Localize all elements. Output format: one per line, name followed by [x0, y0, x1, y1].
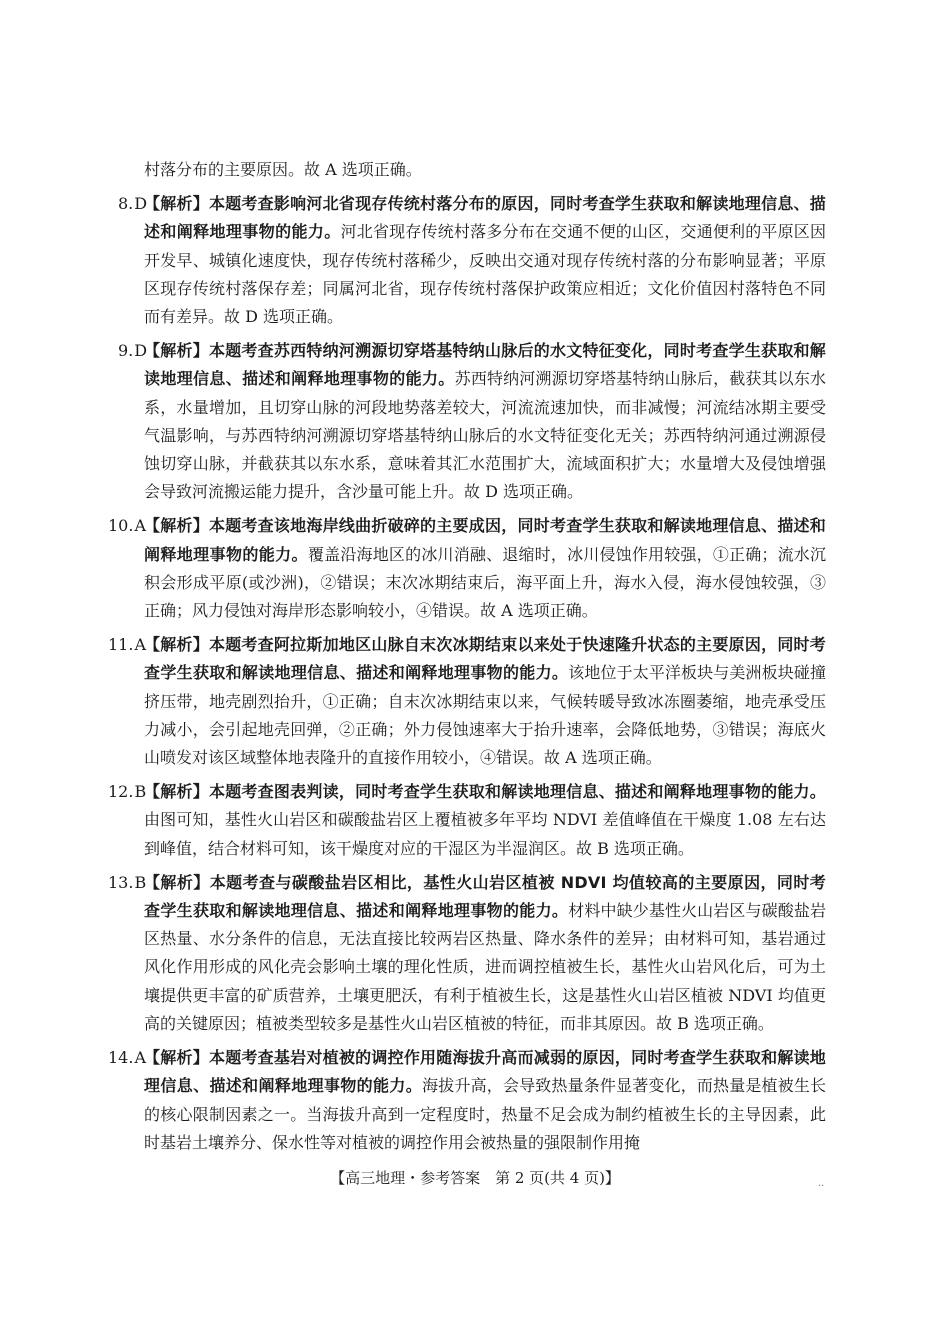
analysis-body: 材料中缺少基性火山岩区与碳酸盐岩区热量、水分条件的信息，无法直接比较两岩区热量、降水条件的差异；由材料可知，基岩通过风化作用形成的风化壳会影响土壤的理化性质，进而调控植被生长，基性火山岩风化后，可为土壤提供更丰富的矿质营养，土壤更肥沃，有利于植被生长，这是基性火山岩区植被 NDVI 均值更高的关键原因；植被类型较多是基性火山岩区植被的特征，而非其原因。故 B 选项正确。	[144, 901, 826, 1033]
analysis-lead: 【解析】本题考查该地海岸线曲折破碎的主要成因，同时考查学生获取和解读地理信息、描述和阐释地理事物的能力。	[144, 516, 826, 564]
answer-item-14	[108, 1044, 826, 1157]
question-number: 9.D	[118, 341, 148, 361]
analysis-body: 该地位于太平洋板块与美洲板块碰撞挤压带，地壳剧烈抬升，①正确；自末次冰期结束以来，气候转暖导致冰冻圈萎缩，地壳承受压力减小，会引起地壳回弹，②正确；外力侵蚀速率大于抬升速率，会降低地势，③错误；海底火山喷发对该区域整体地表隆升的直接作用较小，④错误。故 A 选项正确。	[144, 663, 826, 768]
corner-mark: ..	[818, 1178, 825, 1189]
answer-item-9	[118, 337, 826, 506]
answer-content	[108, 156, 826, 1163]
question-number: 10.A	[108, 516, 147, 536]
question-number: 13.B	[108, 872, 147, 892]
analysis-body: 河北省现存传统村落多分布在交通不便的山区，交通便利的平原区因开发早、城镇化速度快，现存传统村落稀少，反映出交通对现存传统村落的分布影响显著；平原区现存传统村落保存差；同属河北省，现存传统村落保护政策应相近；文化价值因村落特色不同而有差异。故 D 选项正确。	[144, 222, 826, 327]
answer-item-12	[108, 778, 826, 863]
analysis-lead: 【解析】本题考查阿拉斯加地区山脉自末次冰期结束以来处于快速隆升状态的主要原因，同时考查学生获取和解读地理信息、描述和阐释地理事物的能力。	[144, 635, 826, 683]
question-number: 11.A	[108, 635, 147, 655]
answer-item-13	[108, 869, 826, 1038]
analysis-lead: 【解析】本题考查影响河北省现存传统村落分布的原因，同时考查学生获取和解读地理信息、描述和阐释地理事物的能力。	[144, 194, 826, 242]
question-number: 14.A	[108, 1048, 147, 1068]
continued-text: 村落分布的主要原因。故 A 选项正确。	[144, 160, 422, 179]
footer-label: 【高三地理・参考答案 第 2 页(共 4 页)】	[330, 1169, 620, 1187]
question-number: 12.B	[108, 782, 147, 802]
analysis-body: 覆盖沿海地区的冰川消融、退缩时，冰川侵蚀作用较强，①正确；流水沉积会形成平原(或沙洲)，②错误；末次冰期结束后，海平面上升，海水入侵，海水侵蚀较强，③正确；风力侵蚀对海岸形态影响较小，④错误。故 A 选项正确。	[144, 544, 826, 621]
answer-item-11	[108, 631, 826, 772]
analysis-body: 苏西特纳河溯源切穿塔基特纳山脉后，截获其以东水系，水量增加，且切穿山脉的河段地势落差较大，河流流速加快，而非减慢；河流结冰期主要受气温影响，与苏西特纳河溯源切穿塔基特纳山脉后的水文特征变化无关；苏西特纳河通过溯源侵蚀切穿山脉，并截获其以东水系，意味着其汇水范围扩大，流域面积扩大；水量增大及侵蚀增强会导致河流搬运能力提升，含沙量可能上升。故 D 选项正确。	[144, 369, 826, 502]
page-footer	[0, 1167, 950, 1188]
analysis-lead: 【解析】本题考查与碳酸盐岩区相比，基性火山岩区植被 NDVI 均值较高的主要原因，同时考查学生获取和解读地理信息、描述和阐释地理事物的能力。	[144, 872, 826, 921]
analysis-body: 由图可知，基性火山岩区和碳酸盐岩区上覆植被多年平均 NDVI 差值峰值在干燥度 1.08 左右达到峰值，结合材料可知，该干燥度对应的干湿区为半湿润区。故 B 选项正确。	[144, 810, 826, 858]
answer-item-8	[118, 190, 826, 331]
answer-item-10	[108, 512, 826, 625]
analysis-lead: 【解析】本题考查图表判读，同时考查学生获取和解读地理信息、描述和阐释地理事物的能力。	[144, 782, 826, 802]
analysis-lead: 【解析】本题考查苏西特纳河溯源切穿塔基特纳山脉后的水文特征变化，同时考查学生获取和解读地理信息、描述和阐释地理事物的能力。	[144, 341, 826, 389]
question-number: 8.D	[118, 194, 148, 214]
analysis-body: 海拔升高，会导致热量条件显著变化，而热量是植被生长的核心限制因素之一。当海拔升高到一定程度时，热量不足会成为制约植被生长的主导因素，此时基岩土壤养分、保水性等对植被的调控作用会被热量的强限制作用掩	[144, 1076, 826, 1152]
analysis-lead: 【解析】本题考查基岩对植被的调控作用随海拔升高而减弱的原因，同时考查学生获取和解读地理信息、描述和阐释地理事物的能力。	[144, 1048, 826, 1096]
